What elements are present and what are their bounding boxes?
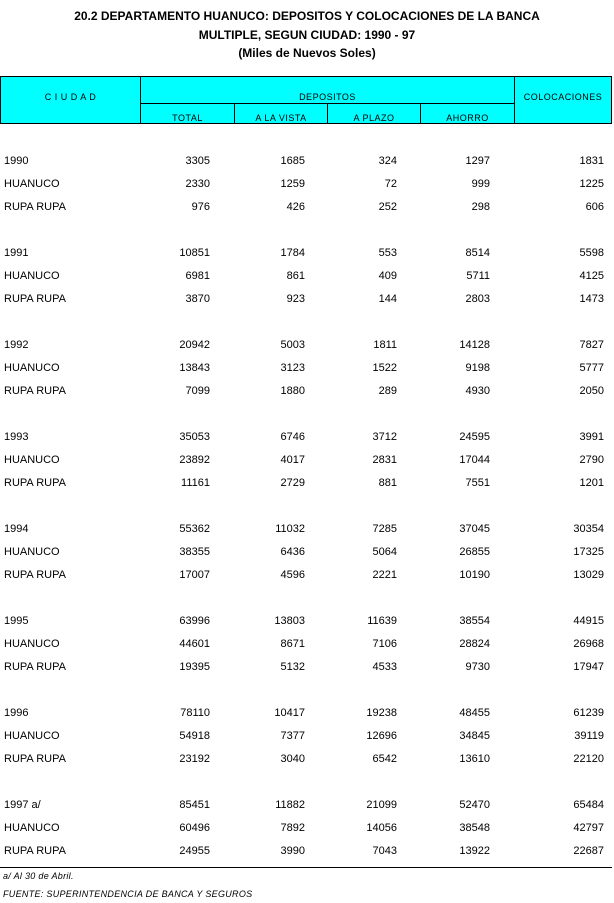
footer-divider xyxy=(0,867,612,868)
a-la-vista-cell: 4596 xyxy=(280,569,305,581)
total-cell: 6981 xyxy=(185,270,210,282)
city-cell: RUPA RUPA xyxy=(4,661,66,673)
city-cell: HUANUCO xyxy=(4,454,60,466)
total-cell: 3870 xyxy=(185,293,210,305)
ahorro-cell: 37045 xyxy=(459,523,490,535)
colocaciones-cell: 65484 xyxy=(573,799,604,811)
ahorro-cell: 38548 xyxy=(459,822,490,834)
ahorro-cell: 34845 xyxy=(459,730,490,742)
total-cell: 85451 xyxy=(179,799,210,811)
ahorro-cell: 28824 xyxy=(459,638,490,650)
city-cell: RUPA RUPA xyxy=(4,201,66,213)
total-cell: 20942 xyxy=(179,339,210,351)
header-total: TOTAL xyxy=(172,113,203,123)
a-plazo-cell: 144 xyxy=(378,293,397,305)
colocaciones-cell: 2790 xyxy=(579,454,604,466)
a-la-vista-cell: 426 xyxy=(286,201,305,213)
city-cell: RUPA RUPA xyxy=(4,753,66,765)
a-la-vista-cell: 11882 xyxy=(275,799,305,811)
a-plazo-cell: 2221 xyxy=(372,569,397,581)
total-cell: 976 xyxy=(191,201,210,213)
colocaciones-cell: 26968 xyxy=(573,638,604,650)
colocaciones-cell: 39119 xyxy=(574,730,604,742)
city-cell: 1996 xyxy=(4,707,29,719)
city-cell: HUANUCO xyxy=(4,362,60,374)
colocaciones-cell: 22120 xyxy=(573,753,604,765)
a-la-vista-cell: 2729 xyxy=(280,477,305,489)
ahorro-cell: 9198 xyxy=(465,362,490,374)
total-cell: 10851 xyxy=(179,247,210,259)
colocaciones-cell: 3991 xyxy=(579,431,604,443)
table-subtitle: MULTIPLE, SEGUN CIUDAD: 1990 - 97 xyxy=(198,28,416,42)
total-cell: 55362 xyxy=(179,523,210,535)
a-plazo-cell: 1811 xyxy=(373,339,397,351)
a-la-vista-cell: 3123 xyxy=(280,362,305,374)
total-cell: 7099 xyxy=(185,385,210,397)
total-cell: 2330 xyxy=(185,178,210,190)
ahorro-cell: 2803 xyxy=(465,293,490,305)
colocaciones-cell: 17947 xyxy=(573,661,604,673)
total-cell: 35053 xyxy=(179,431,210,443)
colocaciones-cell: 7827 xyxy=(579,339,604,351)
header-colocaciones: COLOCACIONES xyxy=(523,92,603,102)
a-plazo-cell: 289 xyxy=(378,385,397,397)
city-cell: HUANUCO xyxy=(4,730,60,742)
footnote: a/ Al 30 de Abril. xyxy=(3,871,74,881)
colocaciones-cell: 42797 xyxy=(573,822,604,834)
total-cell: 23192 xyxy=(179,753,210,765)
city-cell: 1990 xyxy=(4,155,29,167)
a-plazo-cell: 3712 xyxy=(372,431,397,443)
a-la-vista-cell: 7892 xyxy=(280,822,305,834)
city-cell: 1994 xyxy=(4,523,29,535)
a-plazo-cell: 12696 xyxy=(366,730,397,742)
a-la-vista-cell: 7377 xyxy=(280,730,305,742)
a-la-vista-cell: 8671 xyxy=(280,638,305,650)
total-cell: 3305 xyxy=(185,155,210,167)
colocaciones-cell: 44915 xyxy=(573,615,604,627)
total-cell: 60496 xyxy=(179,822,210,834)
ahorro-cell: 9730 xyxy=(465,661,490,673)
a-la-vista-cell: 3990 xyxy=(280,845,305,857)
total-cell: 19395 xyxy=(179,661,210,673)
ahorro-cell: 48455 xyxy=(459,707,490,719)
ahorro-cell: 13610 xyxy=(459,753,490,765)
city-cell: HUANUCO xyxy=(4,546,60,558)
city-cell: RUPA RUPA xyxy=(4,477,66,489)
a-la-vista-cell: 4017 xyxy=(280,454,305,466)
ahorro-cell: 26855 xyxy=(459,546,490,558)
a-plazo-cell: 7285 xyxy=(372,523,397,535)
colocaciones-cell: 30354 xyxy=(573,523,604,535)
table-title: 20.2 DEPARTAMENTO HUANUCO: DEPOSITOS Y COLOCACIONES DE LA BANCA xyxy=(74,9,540,23)
a-la-vista-cell: 6746 xyxy=(280,431,305,443)
colocaciones-cell: 13029 xyxy=(573,569,604,581)
a-plazo-cell: 72 xyxy=(384,178,397,190)
ahorro-cell: 298 xyxy=(471,201,490,213)
a-plazo-cell: 14056 xyxy=(366,822,397,834)
total-cell: 11161 xyxy=(181,477,210,489)
city-cell: 1992 xyxy=(4,339,29,351)
city-cell: HUANUCO xyxy=(4,822,60,834)
city-cell: 1997 a/ xyxy=(4,799,41,811)
city-cell: 1995 xyxy=(4,615,29,627)
a-plazo-cell: 11639 xyxy=(367,615,397,627)
colocaciones-cell: 2050 xyxy=(579,385,604,397)
a-la-vista-cell: 1685 xyxy=(280,155,305,167)
a-plazo-cell: 19238 xyxy=(366,707,397,719)
a-plazo-cell: 5064 xyxy=(372,546,397,558)
source-note: FUENTE: SUPERINTENDENCIA DE BANCA Y SEGUROS xyxy=(3,889,253,899)
a-la-vista-cell: 3040 xyxy=(280,753,305,765)
a-la-vista-cell: 861 xyxy=(286,270,305,282)
ahorro-cell: 5711 xyxy=(466,270,490,282)
ahorro-cell: 999 xyxy=(471,178,490,190)
a-la-vista-cell: 11032 xyxy=(275,523,305,535)
a-plazo-cell: 2831 xyxy=(372,454,397,466)
total-cell: 63996 xyxy=(179,615,210,627)
a-plazo-cell: 252 xyxy=(378,201,397,213)
city-cell: RUPA RUPA xyxy=(4,293,66,305)
a-plazo-cell: 7043 xyxy=(372,845,397,857)
city-cell: HUANUCO xyxy=(4,270,60,282)
a-la-vista-cell: 5003 xyxy=(280,339,305,351)
ahorro-cell: 7551 xyxy=(465,477,490,489)
colocaciones-cell: 4125 xyxy=(579,270,604,282)
a-la-vista-cell: 6436 xyxy=(280,546,305,558)
ahorro-cell: 24595 xyxy=(459,431,490,443)
total-cell: 78110 xyxy=(180,707,210,719)
total-cell: 54918 xyxy=(179,730,210,742)
city-cell: RUPA RUPA xyxy=(4,845,66,857)
colocaciones-cell: 1225 xyxy=(579,178,604,190)
city-cell: RUPA RUPA xyxy=(4,569,66,581)
header-depositos: DEPOSITOS xyxy=(299,92,356,102)
a-plazo-cell: 7106 xyxy=(372,638,397,650)
a-plazo-cell: 324 xyxy=(378,155,397,167)
total-cell: 44601 xyxy=(179,638,210,650)
ahorro-cell: 10190 xyxy=(459,569,490,581)
a-plazo-cell: 1522 xyxy=(372,362,397,374)
total-cell: 38355 xyxy=(179,546,210,558)
header-a-la-vista: A LA VISTA xyxy=(255,113,307,123)
city-cell: RUPA RUPA xyxy=(4,385,66,397)
city-cell: 1993 xyxy=(4,431,29,443)
total-cell: 23892 xyxy=(179,454,210,466)
city-cell: 1991 xyxy=(4,247,29,259)
colocaciones-cell: 17325 xyxy=(573,546,604,558)
a-plazo-cell: 881 xyxy=(378,477,397,489)
total-cell: 24955 xyxy=(179,845,210,857)
colocaciones-cell: 22687 xyxy=(573,845,604,857)
ahorro-cell: 17044 xyxy=(459,454,490,466)
header-a-plazo: A PLAZO xyxy=(353,113,395,123)
colocaciones-cell: 5777 xyxy=(579,362,604,374)
table-header xyxy=(0,76,612,124)
colocaciones-cell: 1201 xyxy=(579,477,604,489)
ahorro-cell: 13922 xyxy=(459,845,490,857)
ahorro-cell: 14128 xyxy=(459,339,490,351)
city-cell: HUANUCO xyxy=(4,638,60,650)
total-cell: 17007 xyxy=(179,569,210,581)
a-la-vista-cell: 1259 xyxy=(280,178,305,190)
header-ciudad: C I U D A D xyxy=(44,92,97,102)
a-plazo-cell: 409 xyxy=(378,270,397,282)
a-la-vista-cell: 5132 xyxy=(280,661,305,673)
colocaciones-cell: 1831 xyxy=(579,155,604,167)
city-cell: HUANUCO xyxy=(4,178,60,190)
ahorro-cell: 8514 xyxy=(465,247,490,259)
colocaciones-cell: 606 xyxy=(585,201,604,213)
a-la-vista-cell: 10417 xyxy=(274,707,305,719)
ahorro-cell: 38554 xyxy=(459,615,490,627)
a-la-vista-cell: 1880 xyxy=(280,385,305,397)
colocaciones-cell: 1473 xyxy=(579,293,604,305)
a-plazo-cell: 6542 xyxy=(372,753,397,765)
a-plazo-cell: 4533 xyxy=(372,661,397,673)
a-plazo-cell: 553 xyxy=(378,247,397,259)
total-cell: 13843 xyxy=(179,362,210,374)
colocaciones-cell: 5598 xyxy=(579,247,604,259)
a-la-vista-cell: 13803 xyxy=(274,615,305,627)
a-la-vista-cell: 1784 xyxy=(280,247,305,259)
colocaciones-cell: 61239 xyxy=(573,707,604,719)
ahorro-cell: 52470 xyxy=(459,799,490,811)
ahorro-cell: 1297 xyxy=(465,155,490,167)
header-ahorro: AHORRO xyxy=(446,113,489,123)
ahorro-cell: 4930 xyxy=(465,385,490,397)
table-units: (Miles de Nuevos Soles) xyxy=(238,46,376,60)
a-la-vista-cell: 923 xyxy=(286,293,305,305)
a-plazo-cell: 21099 xyxy=(366,799,397,811)
